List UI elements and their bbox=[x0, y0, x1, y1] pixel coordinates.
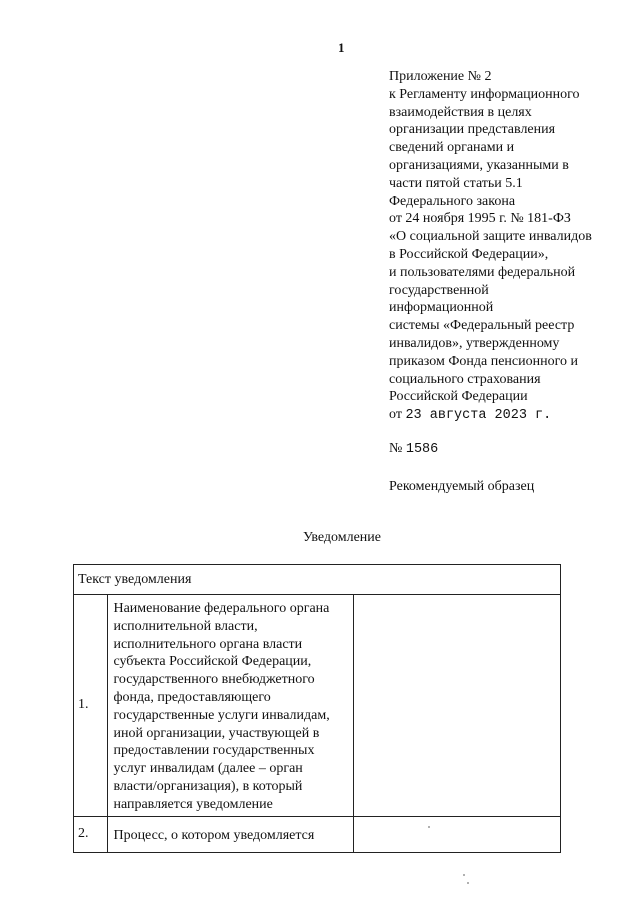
order-number-value: 1586 bbox=[405, 442, 439, 457]
row-number: 2. bbox=[74, 816, 108, 852]
scan-speck bbox=[467, 882, 469, 884]
row-label-line: предоставлении государственных bbox=[113, 743, 315, 759]
order-number-prefix: № bbox=[389, 441, 406, 456]
appendix-line: Приложение № 2 bbox=[389, 69, 492, 84]
row-label-line: фонда, предоставляющего bbox=[113, 689, 271, 705]
page-number: 1 bbox=[338, 40, 345, 55]
row-label-line: государственного внебюджетного bbox=[113, 672, 315, 688]
appendix-line: от 24 ноября 1995 г. № 181-ФЗ bbox=[389, 211, 571, 227]
row-label-line: государственные услуги инвалидам, bbox=[113, 707, 330, 723]
appendix-line: «О социальной защите инвалидов bbox=[389, 229, 592, 245]
appendix-line: части пятой статьи 5.1 bbox=[389, 175, 523, 191]
appendix-line: Федерального закона bbox=[389, 193, 516, 209]
row-label-line: исполнительного органа власти bbox=[113, 636, 303, 652]
appendix-line: приказом Фонда пенсионного и bbox=[389, 353, 578, 369]
appendix-line: сведений органами и bbox=[389, 140, 515, 156]
appendix-header bbox=[389, 68, 639, 425]
row-value-cell bbox=[353, 595, 560, 817]
appendix-line: Российской Федерации bbox=[389, 389, 528, 405]
appendix-line: инвалидов», утвержденному bbox=[389, 335, 560, 351]
notice-table bbox=[73, 564, 561, 853]
sample-label: Рекомендуемый образец bbox=[389, 479, 535, 494]
appendix-line: к Регламенту информационного bbox=[389, 86, 580, 102]
appendix-line: организациями, указанными в bbox=[389, 157, 569, 173]
row-label bbox=[108, 595, 353, 817]
appendix-line: системы «Федеральный реестр bbox=[389, 318, 575, 334]
table-row bbox=[74, 595, 561, 817]
scan-speck bbox=[428, 826, 430, 828]
order-date-prefix: от bbox=[389, 407, 406, 423]
scan-speck bbox=[463, 874, 465, 876]
table-header: Текст уведомления bbox=[74, 565, 561, 595]
document-title: Уведомление bbox=[303, 530, 382, 545]
row-label-line: иной организации, участвующей в bbox=[113, 725, 320, 741]
order-number bbox=[389, 441, 438, 457]
table-header-row bbox=[74, 565, 561, 595]
row-label-line: направляется уведомление bbox=[113, 796, 273, 812]
appendix-line: взаимодействия в целях bbox=[389, 104, 532, 120]
appendix-line: организации представления bbox=[389, 122, 556, 138]
table-row bbox=[74, 816, 561, 852]
row-label-line: субъекта Российской Федерации, bbox=[113, 654, 312, 670]
row-label-line: исполнительной власти, bbox=[113, 618, 258, 634]
row-label: Процесс, о котором уведомляется bbox=[108, 816, 353, 852]
row-label-line: услуг инвалидам (далее – орган bbox=[113, 761, 303, 777]
row-value-cell bbox=[353, 816, 560, 852]
row-number: 1. bbox=[74, 595, 108, 817]
appendix-line: и пользователями федеральной bbox=[389, 264, 576, 280]
row-label-line: власти/организация), в который bbox=[113, 778, 303, 794]
appendix-line: в Российской Федерации», bbox=[389, 246, 549, 262]
order-date bbox=[389, 406, 639, 425]
appendix-line: государственной bbox=[389, 282, 489, 298]
appendix-line: социального страхования bbox=[389, 371, 541, 387]
row-label-line: Наименование федерального органа bbox=[113, 601, 330, 616]
appendix-line: информационной bbox=[389, 300, 494, 316]
order-date-value: 23 августа 2023 г. bbox=[405, 408, 552, 424]
